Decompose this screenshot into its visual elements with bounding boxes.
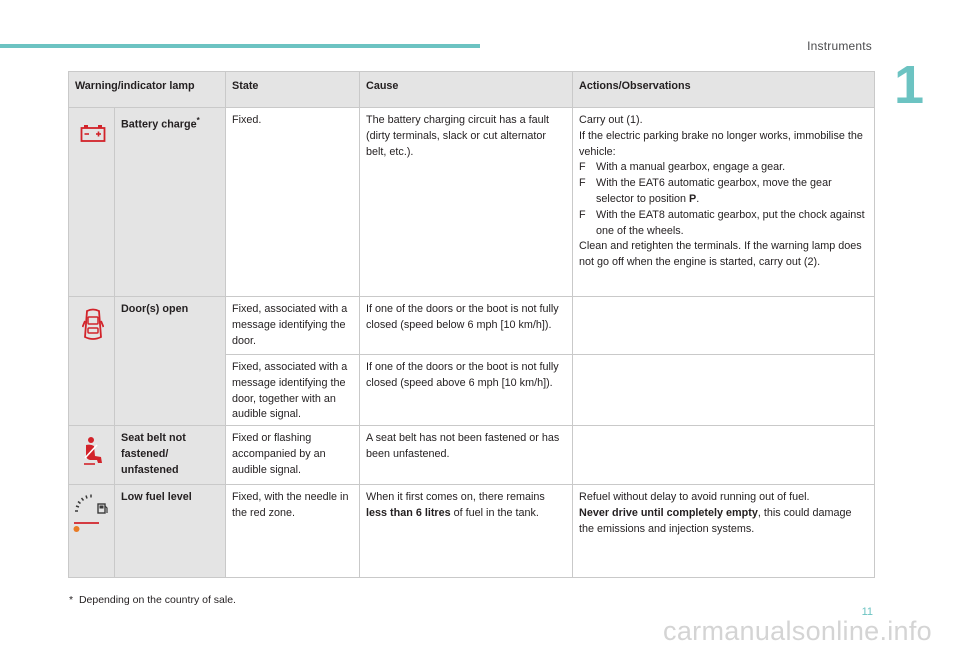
actions-cell: Carry out (1). If the electric parking brake no longer works, immobilise the vehicle: F With a manual gearbox, engage a gear. F With the EAT6 automatic gearbox, move the gear selector to position P. F With the EAT8 automatic gearbox, put the chock against one of the wheels. Clean and retighten the terminals. If the warning lamp does not go off when the engine is started, carry out (2). bbox=[573, 108, 875, 297]
section-title: Instruments bbox=[807, 39, 872, 53]
fuel-gauge-icon bbox=[73, 493, 111, 533]
footnote bbox=[69, 594, 236, 606]
cause-cell: If one of the doors or the boot is not fully closed (speed below 6 mph [10 km/h]). bbox=[360, 297, 573, 355]
actions-cell: Refuel without delay to avoid running out of fuel. Never drive until completely empty, this could damage the emissions and injection systems. bbox=[573, 485, 875, 578]
actions-cell bbox=[573, 426, 875, 485]
column-header-state: State bbox=[226, 72, 360, 108]
bullet-marker: F bbox=[579, 208, 586, 221]
lamp-name: Door(s) open bbox=[115, 297, 226, 426]
footnote-text: Depending on the country of sale. bbox=[78, 594, 236, 606]
cause-cell: The battery charging circuit has a fault (dirty terminals, slack or cut alternator belt, etc.). bbox=[360, 108, 573, 297]
fuel-icon-cell bbox=[69, 485, 115, 578]
table-row bbox=[69, 297, 875, 355]
header-accent-bar bbox=[0, 44, 480, 48]
seat-belt-icon bbox=[82, 436, 104, 466]
table-row bbox=[69, 108, 875, 297]
state-cell: Fixed or flashing accompanied by an audible signal. bbox=[226, 426, 360, 485]
battery-icon-cell bbox=[69, 108, 115, 297]
watermark: carmanualsonline.info bbox=[663, 616, 932, 646]
footnote-mark: * bbox=[69, 594, 74, 606]
cause-cell: If one of the doors or the boot is not fully closed (speed above 6 mph [10 km/h]). bbox=[360, 355, 573, 426]
bullet-marker: F bbox=[579, 161, 586, 174]
table-header-row bbox=[69, 72, 875, 108]
lamp-name: Battery charge* bbox=[115, 108, 226, 297]
lamp-name: Seat belt not fastened/ unfastened bbox=[115, 426, 226, 485]
bullet-marker: F bbox=[579, 177, 586, 190]
state-cell: Fixed, with the needle in the red zone. bbox=[226, 485, 360, 578]
column-header-actions: Actions/Observations bbox=[573, 72, 875, 108]
column-header-cause: Cause bbox=[360, 72, 573, 108]
table-row bbox=[69, 485, 875, 578]
seatbelt-icon-cell bbox=[69, 426, 115, 485]
state-cell: Fixed, associated with a message identifying the door. bbox=[226, 297, 360, 355]
warning-lamp-table bbox=[68, 71, 875, 578]
column-header-lamp: Warning/indicator lamp bbox=[69, 72, 226, 108]
lamp-name: Low fuel level bbox=[115, 485, 226, 578]
battery-icon bbox=[80, 124, 106, 142]
actions-cell bbox=[573, 355, 875, 426]
actions-cell bbox=[573, 297, 875, 355]
cause-cell: A seat belt has not been fastened or has been unfastened. bbox=[360, 426, 573, 485]
table-row bbox=[69, 426, 875, 485]
chapter-number: 1 bbox=[893, 55, 924, 115]
door-icon-cell bbox=[69, 297, 115, 426]
state-cell: Fixed, associated with a message identifying the door, together with an audible signal. bbox=[226, 355, 360, 426]
door-open-icon bbox=[82, 307, 104, 343]
page-number: 11 bbox=[861, 606, 873, 618]
cause-cell: When it first comes on, there remains less than 6 litres of fuel in the tank. bbox=[360, 485, 573, 578]
state-cell: Fixed. bbox=[226, 108, 360, 297]
